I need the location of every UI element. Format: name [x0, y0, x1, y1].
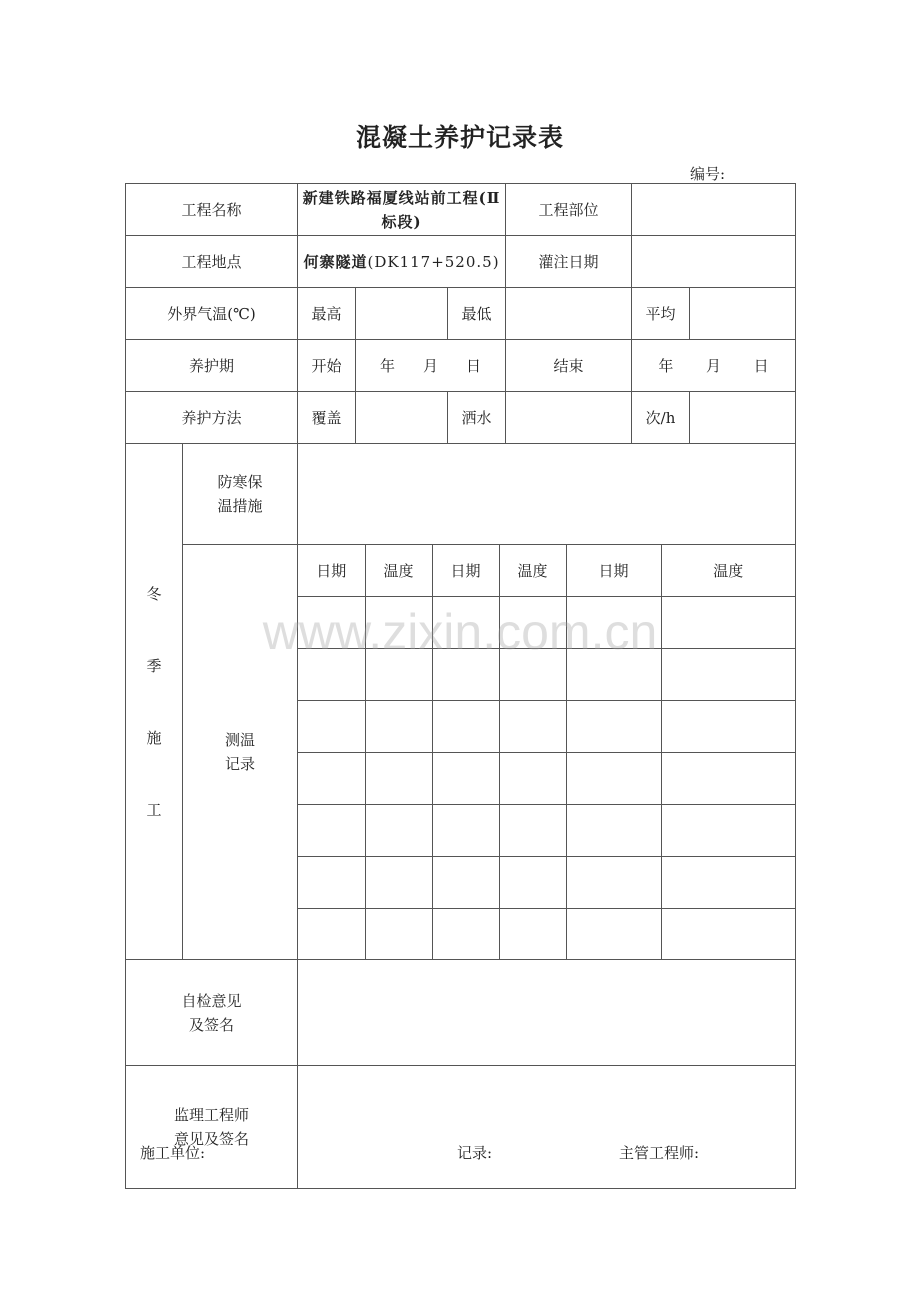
curing-record-table — [125, 183, 796, 1189]
cell[interactable] — [365, 753, 432, 805]
cell[interactable] — [365, 597, 432, 649]
header-temp-1: 温度 — [365, 545, 432, 597]
project-part-value[interactable] — [632, 184, 796, 236]
cell[interactable] — [432, 805, 499, 857]
cell[interactable] — [432, 701, 499, 753]
header-date-2: 日期 — [432, 545, 499, 597]
header-date-1: 日期 — [298, 545, 365, 597]
cell[interactable] — [499, 753, 566, 805]
temp-record-line2: 记录 — [225, 755, 256, 773]
project-name-label: 工程名称 — [126, 184, 298, 236]
water-value[interactable] — [506, 392, 632, 444]
project-location-label: 工程地点 — [126, 236, 298, 288]
temp-avg-label: 平均 — [632, 288, 690, 340]
temp-record-line1: 测温 — [225, 731, 256, 749]
supervisor-line1: 监理工程师 — [174, 1106, 250, 1124]
temp-avg-value[interactable] — [690, 288, 796, 340]
cell[interactable] — [432, 649, 499, 701]
cell[interactable] — [566, 857, 661, 909]
winter-construction-label — [126, 444, 183, 960]
end-month: 月 — [706, 356, 722, 375]
temp-record-label — [183, 545, 298, 960]
cell[interactable] — [566, 701, 661, 753]
cell[interactable] — [661, 753, 795, 805]
table-row — [298, 649, 795, 701]
project-part-label: 工程部位 — [506, 184, 632, 236]
cell[interactable] — [432, 857, 499, 909]
cell[interactable] — [661, 701, 795, 753]
tunnel-mileage: (DK117+520.5) — [367, 252, 500, 271]
start-label: 开始 — [298, 340, 356, 392]
cell[interactable] — [365, 909, 432, 960]
end-date-value[interactable] — [632, 340, 796, 392]
watermark: www.zixin.com.cn — [262, 604, 658, 660]
end-label: 结束 — [506, 340, 632, 392]
header-temp-3: 温度 — [661, 545, 795, 597]
cell[interactable] — [661, 805, 795, 857]
cover-value[interactable] — [356, 392, 448, 444]
start-day: 日 — [466, 356, 482, 375]
cell[interactable] — [432, 753, 499, 805]
cell[interactable] — [432, 909, 499, 960]
pour-date-value[interactable] — [632, 236, 796, 288]
times-per-hour-value[interactable] — [690, 392, 796, 444]
cell[interactable] — [365, 649, 432, 701]
winter-char-4: 工 — [146, 800, 162, 819]
cell[interactable] — [661, 597, 795, 649]
table-row — [298, 597, 795, 649]
cell[interactable] — [499, 805, 566, 857]
cell[interactable] — [499, 909, 566, 960]
winter-char-2: 季 — [146, 656, 162, 675]
times-per-hour-label: 次/h — [632, 392, 690, 444]
cell[interactable] — [499, 649, 566, 701]
temp-record-grid-cell — [298, 545, 796, 960]
cell[interactable] — [499, 857, 566, 909]
start-month: 月 — [423, 356, 439, 375]
cell[interactable] — [661, 649, 795, 701]
cell[interactable] — [661, 857, 795, 909]
supervisor-line2: 意见及签名 — [174, 1130, 250, 1148]
cell[interactable] — [566, 753, 661, 805]
footer-chief-engineer: 主管工程师: — [619, 1144, 700, 1162]
self-check-label — [126, 960, 298, 1066]
table-row — [298, 701, 795, 753]
cell[interactable] — [432, 597, 499, 649]
cold-measures-value[interactable] — [298, 444, 796, 545]
water-label: 洒水 — [448, 392, 506, 444]
table-row — [298, 857, 795, 909]
cell[interactable] — [298, 701, 365, 753]
table-row — [298, 753, 795, 805]
project-location-value — [298, 236, 506, 288]
cold-measures-line2: 温措施 — [217, 497, 263, 515]
supervisor-label — [126, 1066, 298, 1189]
self-check-line1: 自检意见 — [181, 991, 242, 1010]
curing-method-label: 养护方法 — [126, 392, 298, 444]
header-temp-2: 温度 — [499, 545, 566, 597]
cover-label: 覆盖 — [298, 392, 356, 444]
tunnel-name: 何寨隧道 — [303, 252, 368, 271]
cell[interactable] — [566, 649, 661, 701]
cell[interactable] — [566, 597, 661, 649]
supervisor-value[interactable] — [298, 1066, 796, 1189]
cell[interactable] — [566, 805, 661, 857]
end-year: 年 — [658, 356, 674, 375]
cell[interactable] — [499, 701, 566, 753]
temp-low-value[interactable] — [506, 288, 632, 340]
form-title: 混凝土养护记录表 — [355, 123, 564, 152]
cold-measures-label — [183, 444, 298, 545]
end-day: 日 — [753, 356, 769, 375]
project-name-value: 新建铁路福厦线站前工程(Ⅱ标段) — [298, 184, 506, 236]
cell[interactable] — [566, 909, 661, 960]
cell[interactable] — [499, 597, 566, 649]
temp-high-value[interactable] — [356, 288, 448, 340]
cell[interactable] — [298, 857, 365, 909]
table-row — [298, 805, 795, 857]
cell[interactable] — [298, 805, 365, 857]
temp-record-grid — [298, 545, 795, 959]
outside-temp-label: 外界气温(℃) — [126, 288, 298, 340]
pour-date-label: 灌注日期 — [506, 236, 632, 288]
start-year: 年 — [380, 356, 396, 375]
start-date-value[interactable] — [356, 340, 506, 392]
cell[interactable] — [365, 701, 432, 753]
cell[interactable] — [365, 857, 432, 909]
cell[interactable] — [298, 597, 365, 649]
cell[interactable] — [365, 805, 432, 857]
header-date-3: 日期 — [566, 545, 661, 597]
cell[interactable] — [298, 909, 365, 960]
temp-high-label: 最高 — [298, 288, 356, 340]
self-check-value[interactable] — [298, 960, 796, 1066]
footer-recorder: 记录: — [457, 1144, 493, 1162]
cell[interactable] — [298, 649, 365, 701]
temp-low-label: 最低 — [448, 288, 506, 340]
cold-measures-line1: 防寒保 — [217, 473, 263, 491]
curing-period-label: 养护期 — [126, 340, 298, 392]
winter-char-1: 冬 — [146, 584, 162, 603]
table-row — [298, 909, 795, 960]
cell[interactable] — [298, 753, 365, 805]
winter-char-3: 施 — [146, 728, 162, 747]
self-check-line2: 及签名 — [189, 1015, 235, 1034]
cell[interactable] — [661, 909, 795, 960]
serial-number-label: 编号: — [690, 165, 726, 183]
footer-construction-unit: 施工单位: — [140, 1144, 206, 1162]
